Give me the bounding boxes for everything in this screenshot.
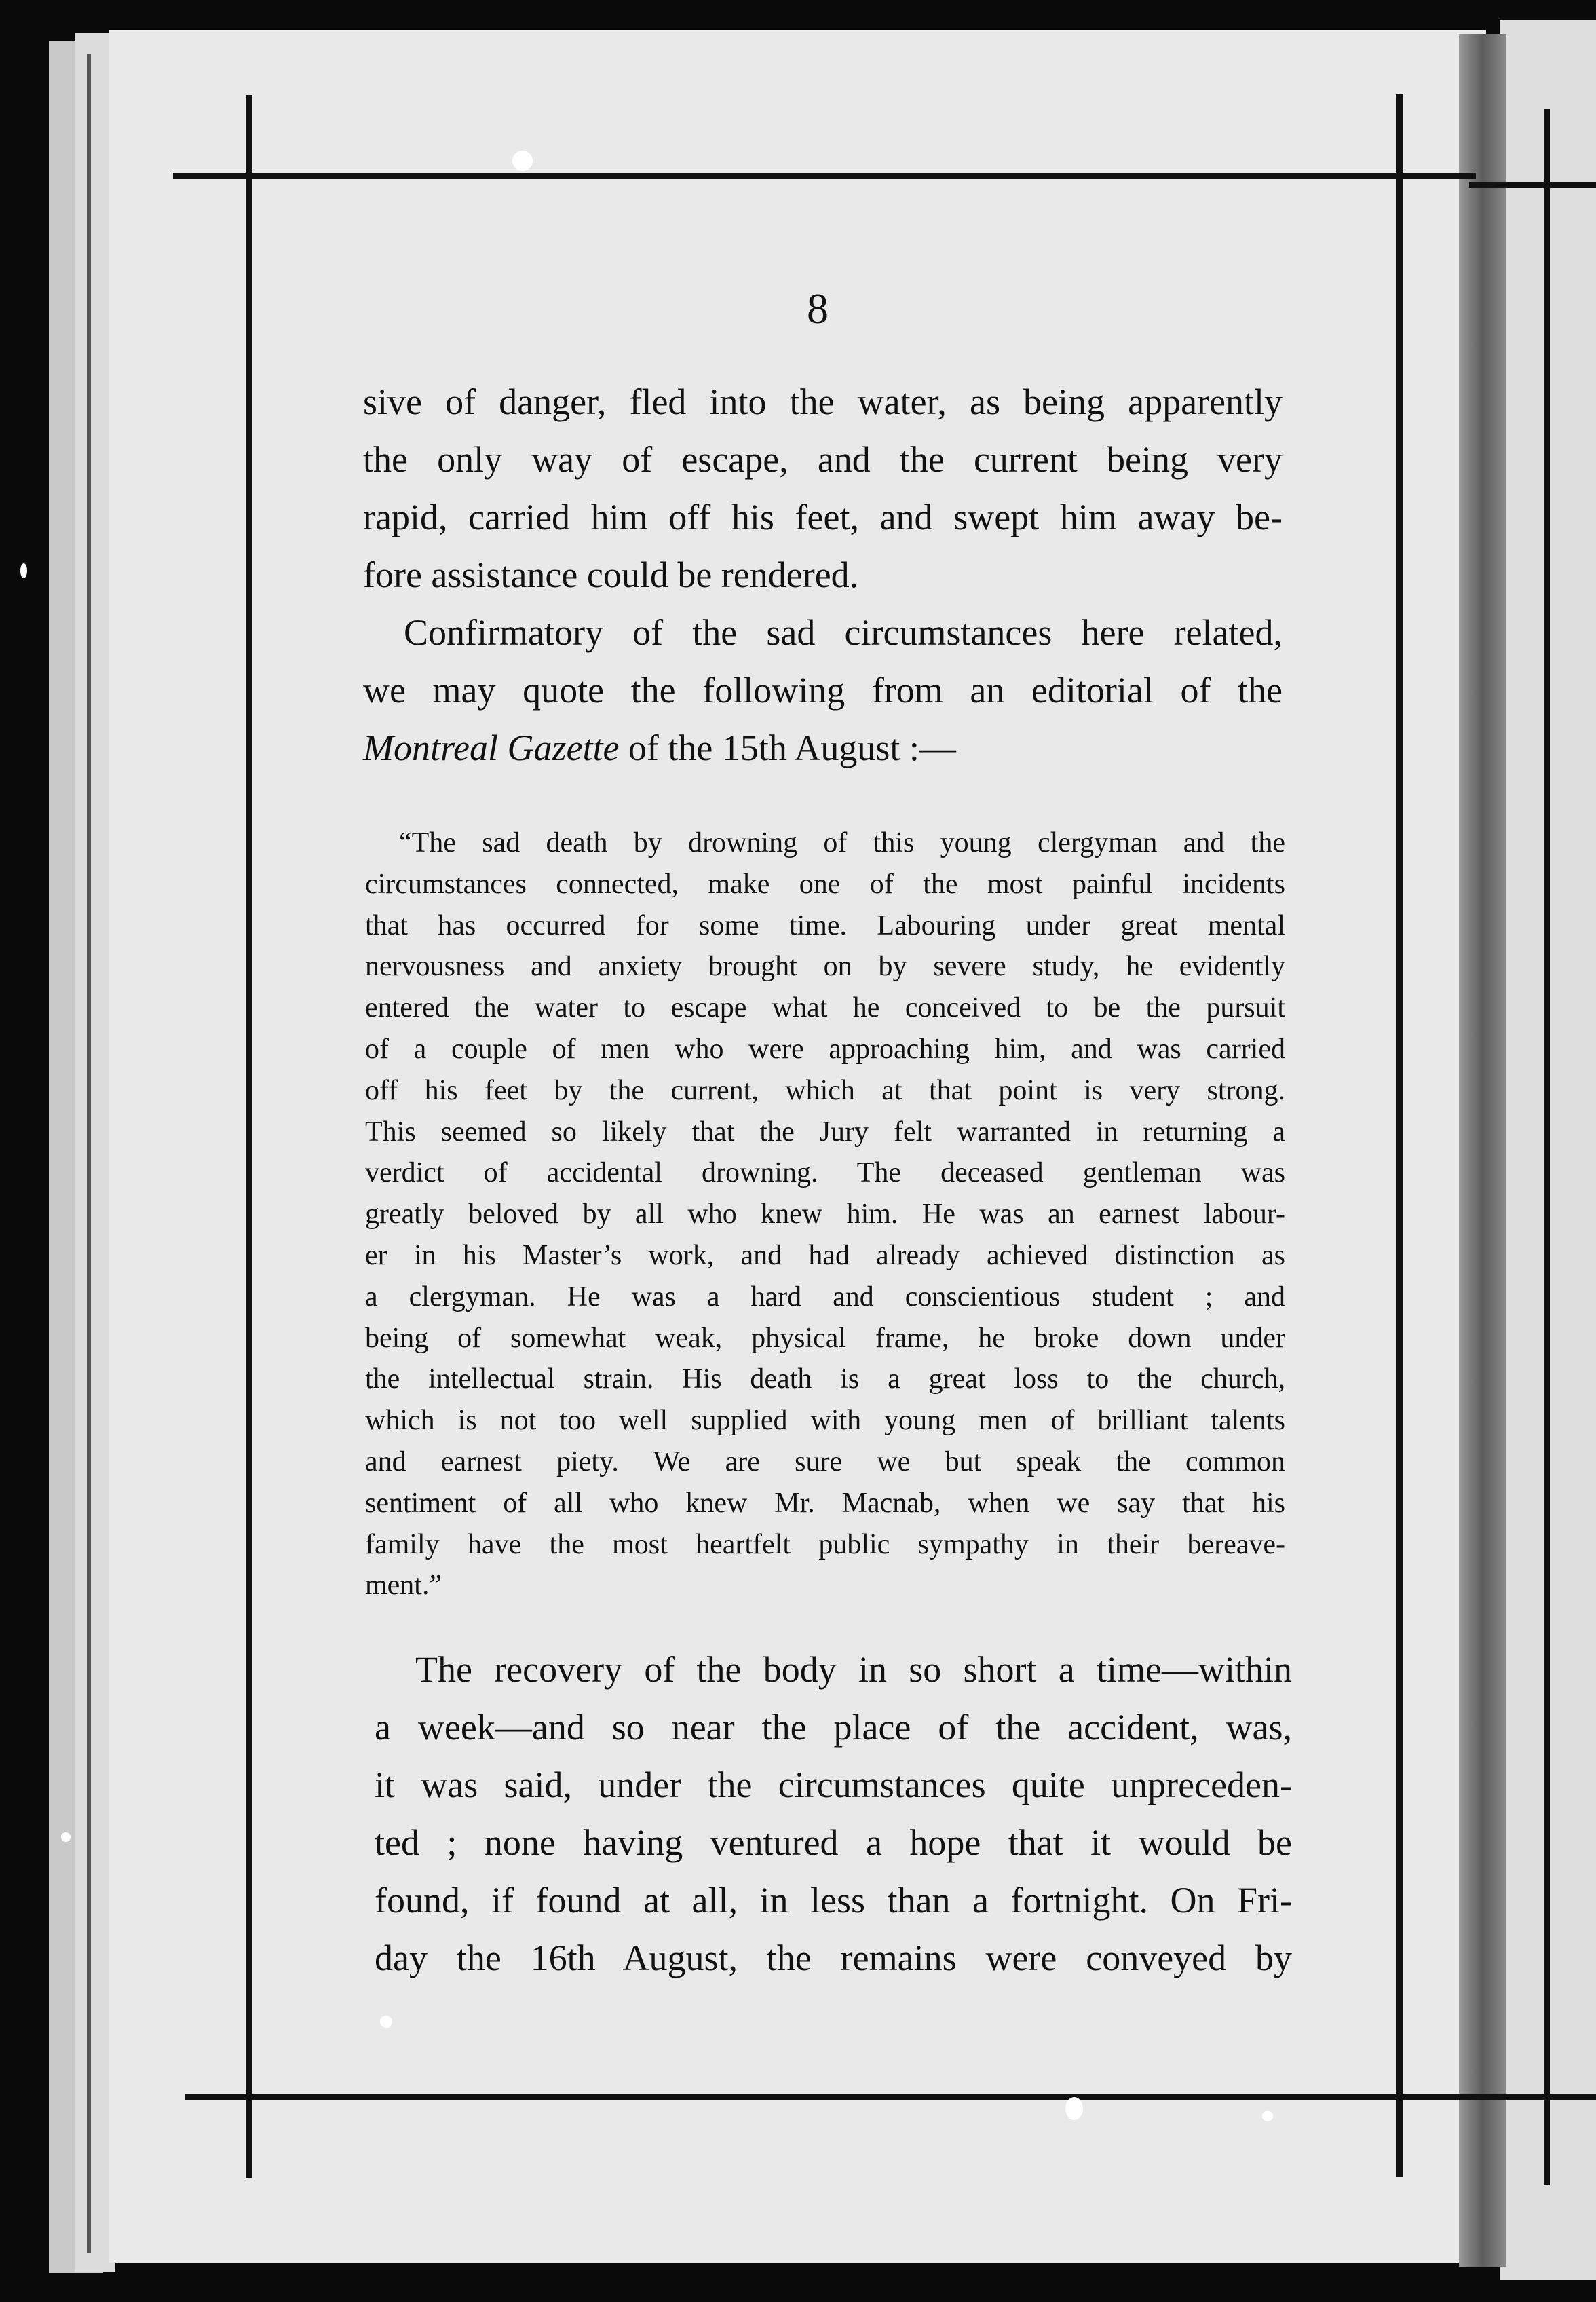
quote-line: which is not too well supplied with young men of brilliant talents — [365, 1405, 1285, 1437]
scan-speckle — [380, 2016, 392, 2028]
quote-line: greatly beloved by all who knew him. He was an earnest labour- — [365, 1199, 1285, 1230]
quote-line: family have the most heartfelt public sympathy in their bereave- — [365, 1528, 1285, 1560]
paragraph-3 — [375, 1641, 1292, 1987]
book-edge-shadow-line — [87, 54, 91, 2253]
quote-line: and earnest piety. We are sure we but speak the common — [365, 1446, 1285, 1477]
text-line: the only way of escape, and the current being very — [363, 439, 1282, 480]
scan-speckle — [1262, 2111, 1273, 2121]
quote-line: “The sad death by drowning of this young clergyman and the — [399, 827, 1285, 858]
bottom-border-rule — [185, 2094, 1481, 2100]
scan-speckle — [61, 1832, 71, 1842]
text-line: sive of danger, fled into the water, as being apparently — [363, 381, 1282, 422]
text-fragment: of the 15th August :— — [619, 728, 956, 768]
block-quote — [365, 823, 1285, 1606]
book-gutter — [1459, 34, 1506, 2267]
text-line: we may quote the following from an editorial of the — [363, 670, 1282, 711]
quote-line: a clergyman. He was a hard and conscientious student ; and — [365, 1281, 1285, 1313]
quote-line: ment.” — [365, 1570, 442, 1602]
quote-line: entered the water to escape what he conceived to be the pursuit — [365, 992, 1285, 1024]
quote-line: verdict of accidental drowning. The deceased gentleman was — [365, 1157, 1285, 1189]
facing-page-top-rule — [1469, 182, 1596, 188]
facing-page-bottom-rule — [1466, 2094, 1596, 2100]
quote-line: circumstances connected, make one of the most painful incidents — [365, 868, 1285, 900]
text-line: rapid, carried him off his feet, and swept him away be- — [363, 497, 1282, 537]
quote-line: sentiment of all who knew Mr. Macnab, when we say that his — [365, 1487, 1285, 1519]
text-line: ted ; none having ventured a hope that it would be — [375, 1822, 1292, 1863]
scan-speckle — [512, 151, 533, 171]
quote-line: that has occurred for some time. Labouring under great mental — [365, 909, 1285, 941]
text-line: day the 16th August, the remains were conveyed by — [375, 1938, 1292, 1978]
text-line: The recovery of the body in so short a time—within — [415, 1649, 1292, 1690]
text-line — [363, 719, 1282, 777]
facing-page-side-rule — [1544, 109, 1550, 2185]
top-border-rule — [173, 173, 1476, 179]
quote-line: er in his Master’s work, and had already achieved distinction as — [365, 1239, 1285, 1271]
paragraph-2 — [363, 604, 1282, 777]
scan-speckle — [20, 563, 27, 578]
quote-line: being of somewhat weak, physical frame, he broke down under — [365, 1322, 1285, 1354]
page-number: 8 — [807, 284, 829, 333]
quote-line: the intellectual strain. His death is a great loss to the church, — [365, 1363, 1285, 1395]
scan-speckle — [1065, 2097, 1083, 2120]
left-border-rule — [246, 95, 252, 2178]
quote-line: off his feet by the current, which at that point is very strong. — [365, 1074, 1285, 1106]
text-line: Confirmatory of the sad circumstances here related, — [404, 612, 1282, 653]
quote-line: nervousness and anxiety brought on by severe study, he evidently — [365, 951, 1285, 983]
text-line: a week—and so near the place of the accident, was, — [375, 1707, 1292, 1748]
paragraph-1 — [363, 373, 1282, 604]
quote-line: This seemed so likely that the Jury felt warranted in returning a — [365, 1116, 1285, 1148]
right-border-rule — [1396, 94, 1403, 2177]
text-line: fore assistance could be rendered. — [363, 554, 859, 595]
text-line: found, if found at all, in less than a fortnight. On Fri- — [375, 1880, 1292, 1921]
quote-line: of a couple of men who were approaching him, and was carried — [365, 1033, 1285, 1065]
newspaper-title: Montreal Gazette — [363, 728, 620, 768]
text-line: it was said, under the circumstances quite unpreceden- — [375, 1765, 1292, 1805]
